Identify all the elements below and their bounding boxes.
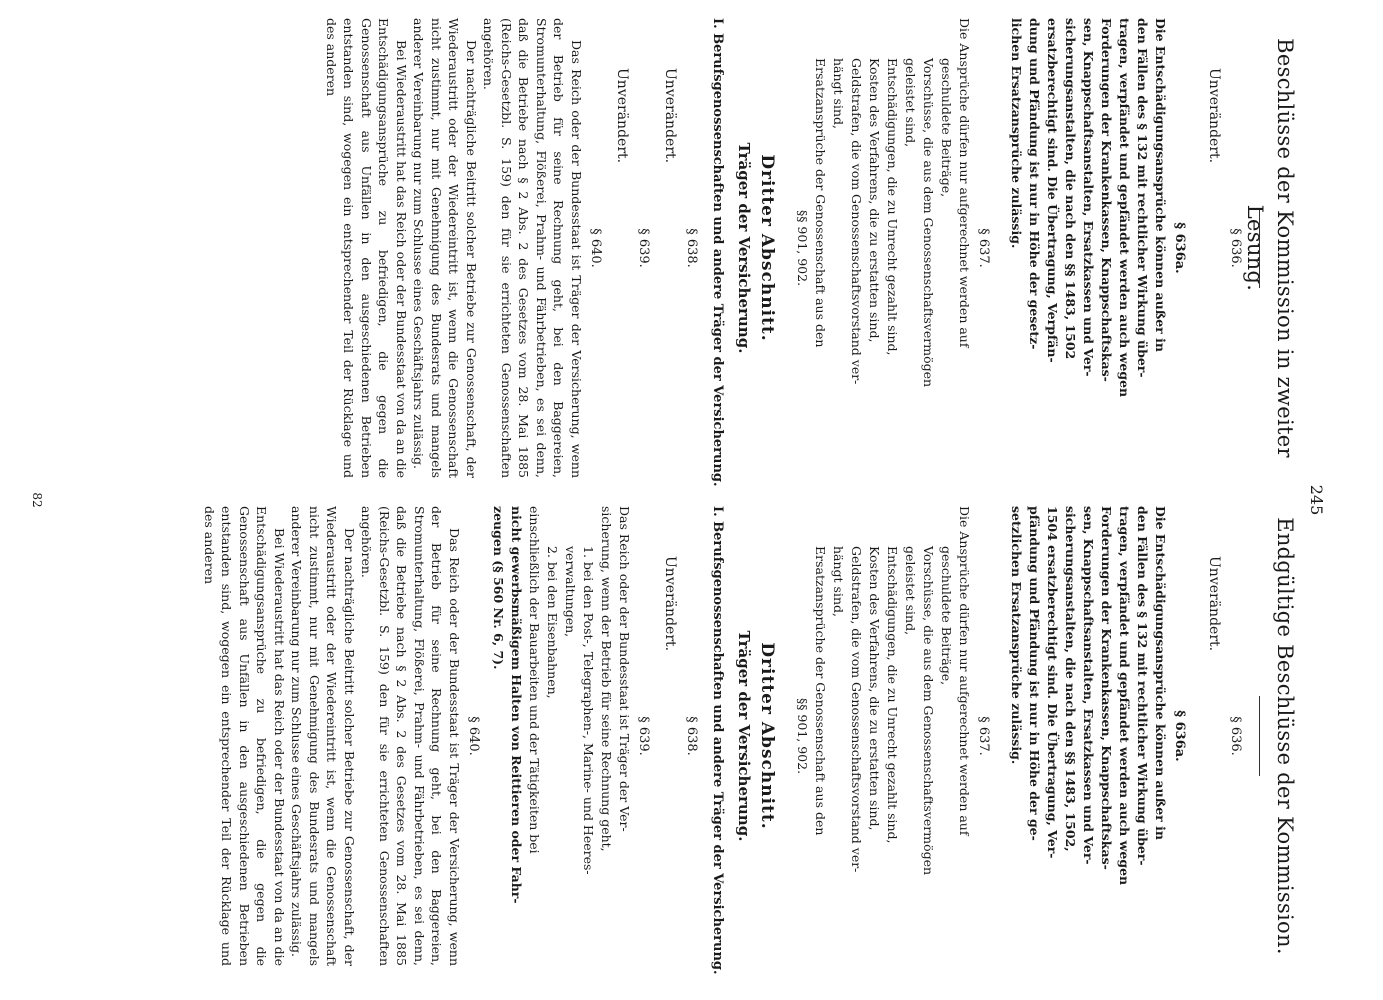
section-636-text: Unverändert. [1206,68,1222,164]
text-line: Forderungen der Krankenkassen, Knappschaftskas- [1099,506,1114,870]
text-line: Geldstrafen, die vom Genossenschaftsvorstand ver- [849,58,864,385]
right-column [201,506,1301,975]
text-line: Kosten des Verfahrens, die zu erstatten sind, [867,546,882,831]
section-subheading: Träger der Versicherung. [735,142,753,354]
section-640-label: § 640. [588,228,603,268]
text-line: Vorschüsse, die aus dem Genossenschaftsvermögen [921,546,936,876]
header-divider [1259,696,1260,776]
text-line: hängt sind, [831,58,846,129]
section-637-label: § 637. [976,228,991,268]
text-line: Ersatzansprüche der Genossenschaft aus den [813,546,828,836]
text-line: geschuldete Beiträge, [939,58,954,198]
left-column-header: Beschlüsse der Kommission in zweiter Lesung. [1243,38,1297,458]
text-line: tragen, verpfändet und gepfändet werden auch wegen [1117,18,1132,398]
section-heading: Dritter Abschnitt. [757,154,777,342]
section-636a-label: § 636a. [1172,710,1187,762]
section-639-body [489,506,633,966]
text-line: 1504 ersatzberechtigt sind. Die Übertragung, Ver- [1045,506,1060,859]
text-line: pfändung und Pfändung ist nur in Höhe der ge- [1027,506,1042,841]
section-636a-label: § 636a. [1172,222,1187,274]
text-line: sen, Knappschaftsanstalten, Ersatzkassen und Ver- [1081,18,1096,377]
section-subheading: Träger der Versicherung. [735,630,753,842]
left-column [323,18,1301,487]
text-line: Ersatzansprüche der Genossenschaft aus den [813,58,828,348]
text-line: zeugen (§ 560 Nr. 6, 7). [491,506,506,670]
section-639-label: § 639. [636,716,651,756]
text-line: geschuldete Beiträge, [939,546,954,686]
section-637-body [793,18,973,478]
text-line: sicherungsanstalten, die nach den §§ 1483, 1502 [1063,18,1078,360]
text-line: nicht gewerbsmäßigem Halten von Reittieren oder Fahr- [509,506,524,904]
text-line: den Fällen des § 132 mit rechtlicher Wirkung über- [1135,18,1150,378]
paragraph: Das Reich oder der Bundesstaat ist Träger der Versicherung, wenn der Betrieb für seine Rechnung geht, bei den Baggereien, Stromunterhaltung, Flößerei, Prahm- und Fährbetrieben, es sei denn, daß die Betriebe nach § 2 Abs. 2 des Gesetzes vom 28. Mai 1885 (Reichs-Gesetzbl. S. 159) den für sie errichteten Genossenschaften angehören. [481,18,584,478]
section-640-label: § 640. [466,716,481,756]
item-heading: I. Berufsgenossenschaften und andere Träger der Versicherung. [710,18,725,487]
section-636-label: § 636. [1228,228,1243,268]
section-638-text: Unverändert. [662,556,678,652]
paragraph: Der nachträgliche Beitritt solcher Betriebe zur Genossenschaft, der Wiederaustritt oder der Wiedereintritt ist, wenn die Genossenschaft nicht zustimmt, nur mit Genehmigung des Bundesrats und mangels anderer Vereinbarung nur zum Schlusse eines Geschäftsjahrs zulässig. [411,18,479,478]
text-line: 1. bei den Post-, Telegraphen-, Marine- und Heeres- [581,546,596,875]
section-637-label: § 637. [976,716,991,756]
text-line: sen, Knappschaftsanstalten, Ersatzkassen und Ver- [1081,506,1096,865]
folio-number: 82 [30,492,44,508]
text-line: §§ 901, 902. [795,209,810,287]
text-line: ersatzberechtigt sind. Die Übertragung, Verpfän- [1045,18,1060,363]
text-line: Entschädigungen, die zu Unrecht gezahlt sind, [885,546,900,844]
text-line: setzlichen Ersatzansprüche zulässig. [1009,506,1024,765]
section-637-body [793,506,973,966]
text-line: sicherung, wenn der Betrieb für seine Rechnung geht, [599,506,614,852]
text-line: geleistet sind, [903,58,918,148]
section-639-text: Unverändert. [614,68,630,164]
section-638-label: § 638. [684,228,699,268]
text-line: Die Entschädigungsansprüche können außer in [1153,18,1168,352]
section-636a-body [1007,506,1169,966]
section-636-text: Unverändert. [1206,556,1222,652]
text-line: tragen, verpfändet und gepfändet werden auch wegen [1117,506,1132,886]
text-line: Entschädigungen, die zu Unrecht gezahlt sind, [885,58,900,356]
text-line: 2. bei den Eisenbahnen, [545,546,560,699]
section-638-label: § 638. [684,716,699,756]
text-line: Vorschüsse, die aus dem Genossenschaftsvermögen [921,58,936,388]
paragraph: Bei Wiederaustritt hat das Reich oder der Bundesstaat von da an die Entschädigungsansprüche zu befriedigen, die gegen die Genossenschaft aus Unfällen in den ausgeschiedenen Betrieben entstanden sind, wogegen ein entsprechender Teil der Rücklage und des anderen [202,506,287,966]
text-line: Geldstrafen, die vom Genossenschaftsvorstand ver- [849,546,864,873]
text-line: hängt sind, [831,546,846,617]
text-line: Die Ansprüche dürfen nur aufgerechnet werden auf [957,506,972,836]
section-heading: Dritter Abschnitt. [757,642,777,830]
text-line: Forderungen der Krankenkassen, Knappschaftskas- [1099,18,1114,382]
right-column-header: Endgültige Beschlüsse der Kommission. [1273,517,1297,955]
paragraph: Das Reich oder der Bundesstaat ist Träger der Versicherung, wenn der Betrieb für seine Rechnung geht, bei den Baggereien, Stromunterhaltung, Flößerei, Prahm- und Fährbetrieben, es sei denn, daß die Betriebe nach § 2 Abs. 2 des Gesetzes vom 28. Mai 1885 (Reichs-Gesetzbl. S. 159) den für sie errichteten Genossenschaften angehören. [359,506,462,966]
text-line: Die Entschädigungsansprüche können außer in [1153,506,1168,840]
text-line: Das Reich oder der Bundesstaat ist Träger der Ver- [617,506,632,832]
section-639-label: § 639. [636,228,651,268]
text-line: §§ 901, 902. [795,697,810,775]
section-638-text: Unverändert. [662,68,678,164]
paragraph: Der nachträgliche Beitritt solcher Betriebe zur Genossenschaft, der Wiederaustritt oder der Wiedereintritt ist, wenn die Genossenschaft nicht zustimmt, nur mit Genehmigung des Bundesrats und mangels anderer Vereinbarung nur zum Schlusse eines Geschäftsjahrs zulässig. [289,506,357,966]
paragraph: Bei Wiederaustritt hat das Reich oder der Bundesstaat von da an die Entschädigungsansprüche zu befriedigen, die gegen die Genossenschaft aus Unfällen in den ausgeschiedenen Betrieben entstanden sind, wogegen ein entsprechender Teil der Rücklage und des anderen [324,18,409,478]
item-heading: I. Berufsgenossenschaften und andere Träger der Versicherung. [710,506,725,975]
page-number: 245 [1307,484,1326,516]
text-line: Die Ansprüche dürfen nur aufgerechnet werden auf [957,18,972,348]
text-line: lichen Ersatzansprüche zulässig. [1009,18,1024,249]
text-line: einschließlich der Bauarbeiten und der Tätigkeiten bei [527,506,542,854]
section-636a-body [1007,18,1169,478]
text-line: den Fällen des § 132 mit rechtlicher Wirkung über- [1135,506,1150,866]
section-636-label: § 636. [1228,716,1243,756]
text-line: sicherungsanstalten, die nach den §§ 1483, 1502, [1063,506,1078,852]
text-line: verwaltungen, [563,546,578,638]
text-line: dung und Pfändung ist nur in Höhe der gesetz- [1027,18,1042,350]
text-line: Kosten des Verfahrens, die zu erstatten sind, [867,58,882,343]
text-line: geleistet sind, [903,546,918,636]
